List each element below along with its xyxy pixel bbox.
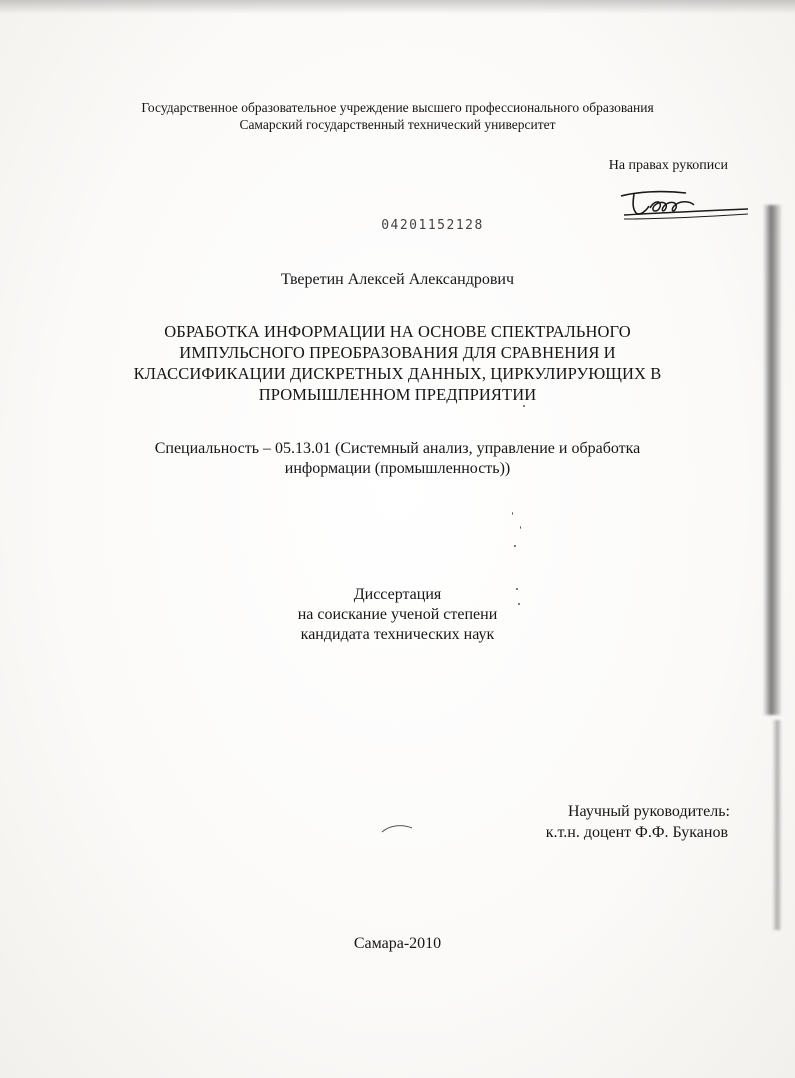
speck bbox=[512, 512, 513, 515]
specialty-line-1: Специальность – 05.13.01 (Системный анализ, управление и обработка bbox=[154, 440, 641, 457]
advisor-name: к.т.н. доцент Ф.Ф. Буканов bbox=[545, 824, 728, 841]
scan-shadow-right-lower bbox=[772, 720, 782, 930]
dissertation-line-1: Диссертация bbox=[353, 586, 442, 603]
registration-number: 04201152128 bbox=[381, 218, 484, 233]
institution-line-2: Самарский государственный технический университет bbox=[239, 117, 556, 132]
speck bbox=[523, 405, 525, 407]
title-line-1: ОБРАБОТКА ИНФОРМАЦИИ НА ОСНОВЕ СПЕКТРАЛЬНОГО bbox=[164, 322, 631, 341]
institution-line-1: Государственное образовательное учреждение высшего профессионального образования bbox=[141, 100, 654, 115]
city-year: Самара-2010 bbox=[353, 935, 442, 952]
speck bbox=[514, 545, 516, 547]
scan-shadow-top bbox=[0, 0, 795, 14]
speck bbox=[518, 603, 520, 605]
stray-pen-mark bbox=[380, 822, 414, 834]
manuscript-note: На правах рукописи bbox=[608, 158, 728, 173]
speck bbox=[516, 588, 518, 590]
speck bbox=[520, 526, 521, 529]
title-line-2: ИМПУЛЬСНОГО ПРЕОБРАЗОВАНИЯ ДЛЯ СРАВНЕНИЯ И bbox=[179, 343, 616, 362]
specialty-line-2: информации (промышленность)) bbox=[284, 460, 511, 477]
dissertation-line-2: на соискание ученой степени bbox=[297, 606, 498, 623]
advisor-role: Научный руководитель: bbox=[567, 803, 730, 820]
dissertation-line-3: кандидата технических наук bbox=[300, 626, 495, 643]
author-name: Тверетин Алексей Александрович bbox=[280, 271, 514, 288]
title-line-3: КЛАССИФИКАЦИИ ДИСКРЕТНЫХ ДАННЫХ, ЦИРКУЛИРУЮЩИХ В bbox=[133, 364, 662, 383]
title-line-4: ПРОМЫШЛЕННОМ ПРЕДПРИЯТИИ bbox=[258, 385, 537, 404]
